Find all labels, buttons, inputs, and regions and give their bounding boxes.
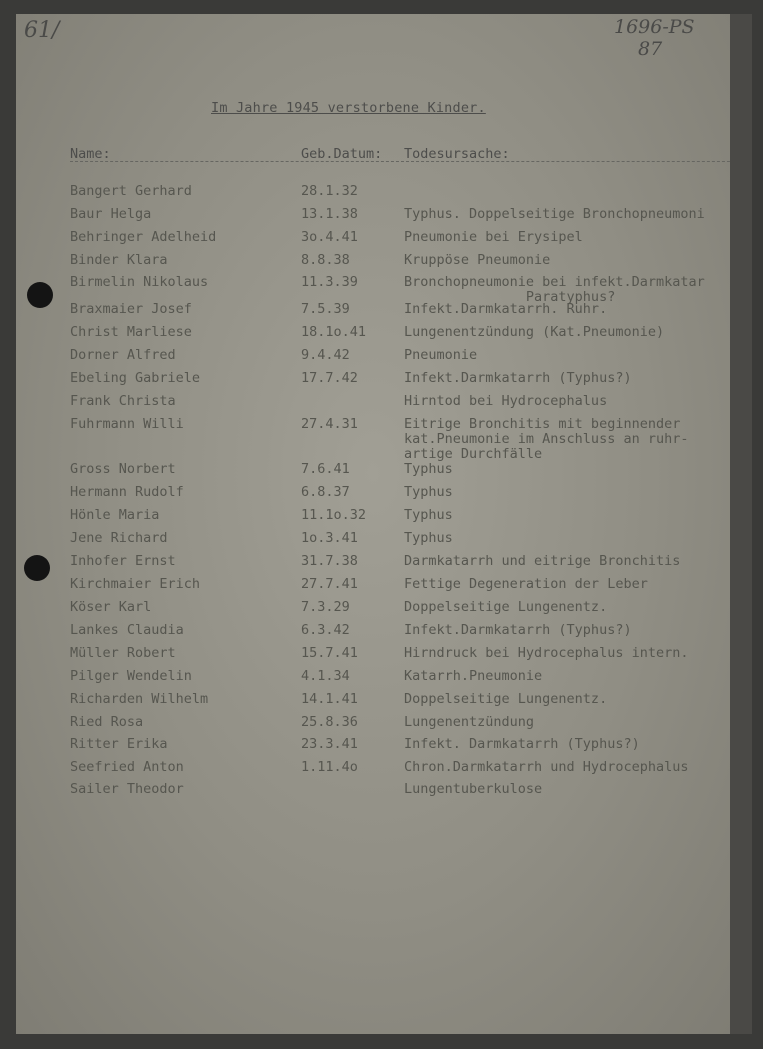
record-cause-of-death — [404, 207, 705, 222]
record-birth-date: 3o.4.41 — [301, 229, 358, 245]
record-cause-of-death — [404, 577, 648, 592]
record-birth-date: 23.3.41 — [301, 736, 358, 752]
record-cause-of-death — [404, 325, 664, 340]
record-birth-date: 17.7.42 — [301, 370, 358, 386]
record-birth-date: 8.8.38 — [301, 252, 350, 268]
header-birth-date: Geb.Datum: — [301, 146, 383, 162]
record-cause-of-death — [404, 531, 453, 546]
cause-line: Hirntod bei Hydrocephalus — [404, 393, 608, 409]
cause-line: Pneumonie — [404, 347, 478, 363]
record-name: Binder Klara — [70, 252, 168, 268]
record-cause-of-death — [404, 394, 607, 409]
cause-line: Doppelseitige Lungenentz. — [404, 691, 608, 707]
record-cause-of-death — [404, 508, 453, 523]
record-cause-of-death — [404, 623, 632, 638]
record-name: Seefried Anton — [70, 759, 184, 775]
cause-line: Katarrh.Pneumonie — [404, 668, 543, 684]
cause-line: Typhus — [404, 507, 453, 523]
record-name: Müller Robert — [70, 645, 176, 661]
cause-line: Darmkatarrh und eitrige Bronchitis — [404, 553, 681, 569]
record-name: Baur Helga — [70, 206, 152, 222]
record-birth-date: 6.8.37 — [301, 484, 350, 500]
record-name: Sailer Theodor — [70, 781, 184, 797]
cause-line: Doppelseitige Lungenentz. — [404, 599, 608, 615]
cause-line: Fettige Degeneration der Leber — [404, 576, 648, 592]
header-divider — [70, 161, 730, 162]
handwritten-page-number: 61/ — [24, 18, 60, 43]
record-cause-of-death — [404, 554, 680, 569]
handwritten-document-code: 1696-PS — [614, 16, 695, 38]
record-cause-of-death — [404, 230, 583, 245]
record-cause-of-death — [404, 692, 607, 707]
record-cause-of-death — [404, 737, 640, 752]
header-name: Name: — [70, 146, 111, 162]
handwritten-sheet-number: 87 — [638, 38, 663, 60]
record-birth-date: 27.4.31 — [301, 416, 358, 432]
cause-line: Lungenentzündung — [404, 714, 535, 730]
cause-line: Lungentuberkulose — [404, 781, 543, 797]
record-cause-of-death — [404, 302, 607, 317]
record-birth-date: 28.1.32 — [301, 183, 358, 199]
record-cause-of-death — [404, 600, 607, 615]
record-cause-of-death — [404, 371, 632, 386]
record-birth-date: 13.1.38 — [301, 206, 358, 222]
record-birth-date: 7.3.29 — [301, 599, 350, 615]
document-page — [16, 14, 730, 1034]
record-cause-of-death — [404, 715, 534, 730]
record-name: Fuhrmann Willi — [70, 416, 184, 432]
record-name: Ebeling Gabriele — [70, 370, 201, 386]
cause-line: Typhus — [404, 484, 453, 500]
record-birth-date: 11.1o.32 — [301, 507, 367, 523]
record-birth-date: 6.3.42 — [301, 622, 350, 638]
record-name: Hönle Maria — [70, 507, 160, 523]
record-name: Hermann Rudolf — [70, 484, 184, 500]
record-name: Bangert Gerhard — [70, 183, 192, 199]
cause-line: kat.Pneumonie im Anschluss an ruhr- — [404, 431, 689, 447]
record-cause-of-death — [404, 782, 542, 797]
record-name: Inhofer Ernst — [70, 553, 176, 569]
record-birth-date: 15.7.41 — [301, 645, 358, 661]
record-birth-date: 18.1o.41 — [301, 324, 367, 340]
record-birth-date: 1o.3.41 — [301, 530, 358, 546]
record-cause-of-death — [404, 646, 688, 661]
record-birth-date: 11.3.39 — [301, 274, 358, 290]
cause-line: Paratyphus? — [404, 289, 616, 305]
punch-hole-upper — [27, 282, 53, 308]
record-birth-date: 9.4.42 — [301, 347, 350, 363]
record-name: Braxmaier Josef — [70, 301, 192, 317]
record-cause-of-death — [404, 760, 688, 775]
record-name: Lankes Claudia — [70, 622, 184, 638]
record-name: Behringer Adelheid — [70, 229, 217, 245]
header-cause-of-death: Todesursache: — [404, 146, 510, 162]
record-birth-date: 25.8.36 — [301, 714, 358, 730]
cause-line: Typhus — [404, 530, 453, 546]
cause-line: Kruppöse Pneumonie — [404, 252, 551, 268]
record-cause-of-death — [404, 669, 542, 684]
record-name: Gross Norbert — [70, 461, 176, 477]
cause-line: Infekt.Darmkatarrh. Ruhr. — [404, 301, 608, 317]
record-name: Kirchmaier Erich — [70, 576, 201, 592]
record-name: Pilger Wendelin — [70, 668, 192, 684]
record-cause-of-death — [404, 253, 550, 268]
record-name: Frank Christa — [70, 393, 176, 409]
record-name: Richarden Wilhelm — [70, 691, 209, 707]
page-edge-shadow — [730, 14, 752, 1034]
document-title: Im Jahre 1945 verstorbene Kinder. — [211, 100, 486, 116]
cause-line: Lungenentzündung (Kat.Pneumonie) — [404, 324, 665, 340]
record-name: Dorner Alfred — [70, 347, 176, 363]
record-name: Birmelin Nikolaus — [70, 274, 209, 290]
record-birth-date: 4.1.34 — [301, 668, 350, 684]
record-birth-date: 27.7.41 — [301, 576, 358, 592]
cause-line: Infekt.Darmkatarrh (Typhus?) — [404, 370, 632, 386]
cause-line: Typhus — [404, 461, 453, 477]
cause-line: Chron.Darmkatarrh und Hydrocephalus — [404, 759, 689, 775]
cause-line: Hirndruck bei Hydrocephalus intern. — [404, 645, 689, 661]
record-name: Köser Karl — [70, 599, 152, 615]
record-cause-of-death — [404, 417, 688, 462]
cause-line: Bronchopneumonie bei infekt.Darmkatar — [404, 274, 705, 290]
record-birth-date: 7.5.39 — [301, 301, 350, 317]
record-name: Jene Richard — [70, 530, 168, 546]
record-birth-date: 14.1.41 — [301, 691, 358, 707]
record-name: Ritter Erika — [70, 736, 168, 752]
record-name: Christ Marliese — [70, 324, 192, 340]
cause-line: Infekt. Darmkatarrh (Typhus?) — [404, 736, 640, 752]
cause-line: Typhus. Doppelseitige Bronchopneumoni — [404, 206, 705, 222]
record-birth-date: 1.11.4o — [301, 759, 358, 775]
record-birth-date: 31.7.38 — [301, 553, 358, 569]
record-cause-of-death — [404, 485, 453, 500]
cause-line: artige Durchfälle — [404, 446, 543, 462]
record-cause-of-death — [404, 462, 453, 477]
record-birth-date: 7.6.41 — [301, 461, 350, 477]
cause-line: Eitrige Bronchitis mit beginnender — [404, 416, 681, 432]
cause-line: Infekt.Darmkatarrh (Typhus?) — [404, 622, 632, 638]
punch-hole-lower — [24, 555, 50, 581]
record-cause-of-death — [404, 348, 477, 363]
record-name: Ried Rosa — [70, 714, 144, 730]
cause-line: Pneumonie bei Erysipel — [404, 229, 583, 245]
